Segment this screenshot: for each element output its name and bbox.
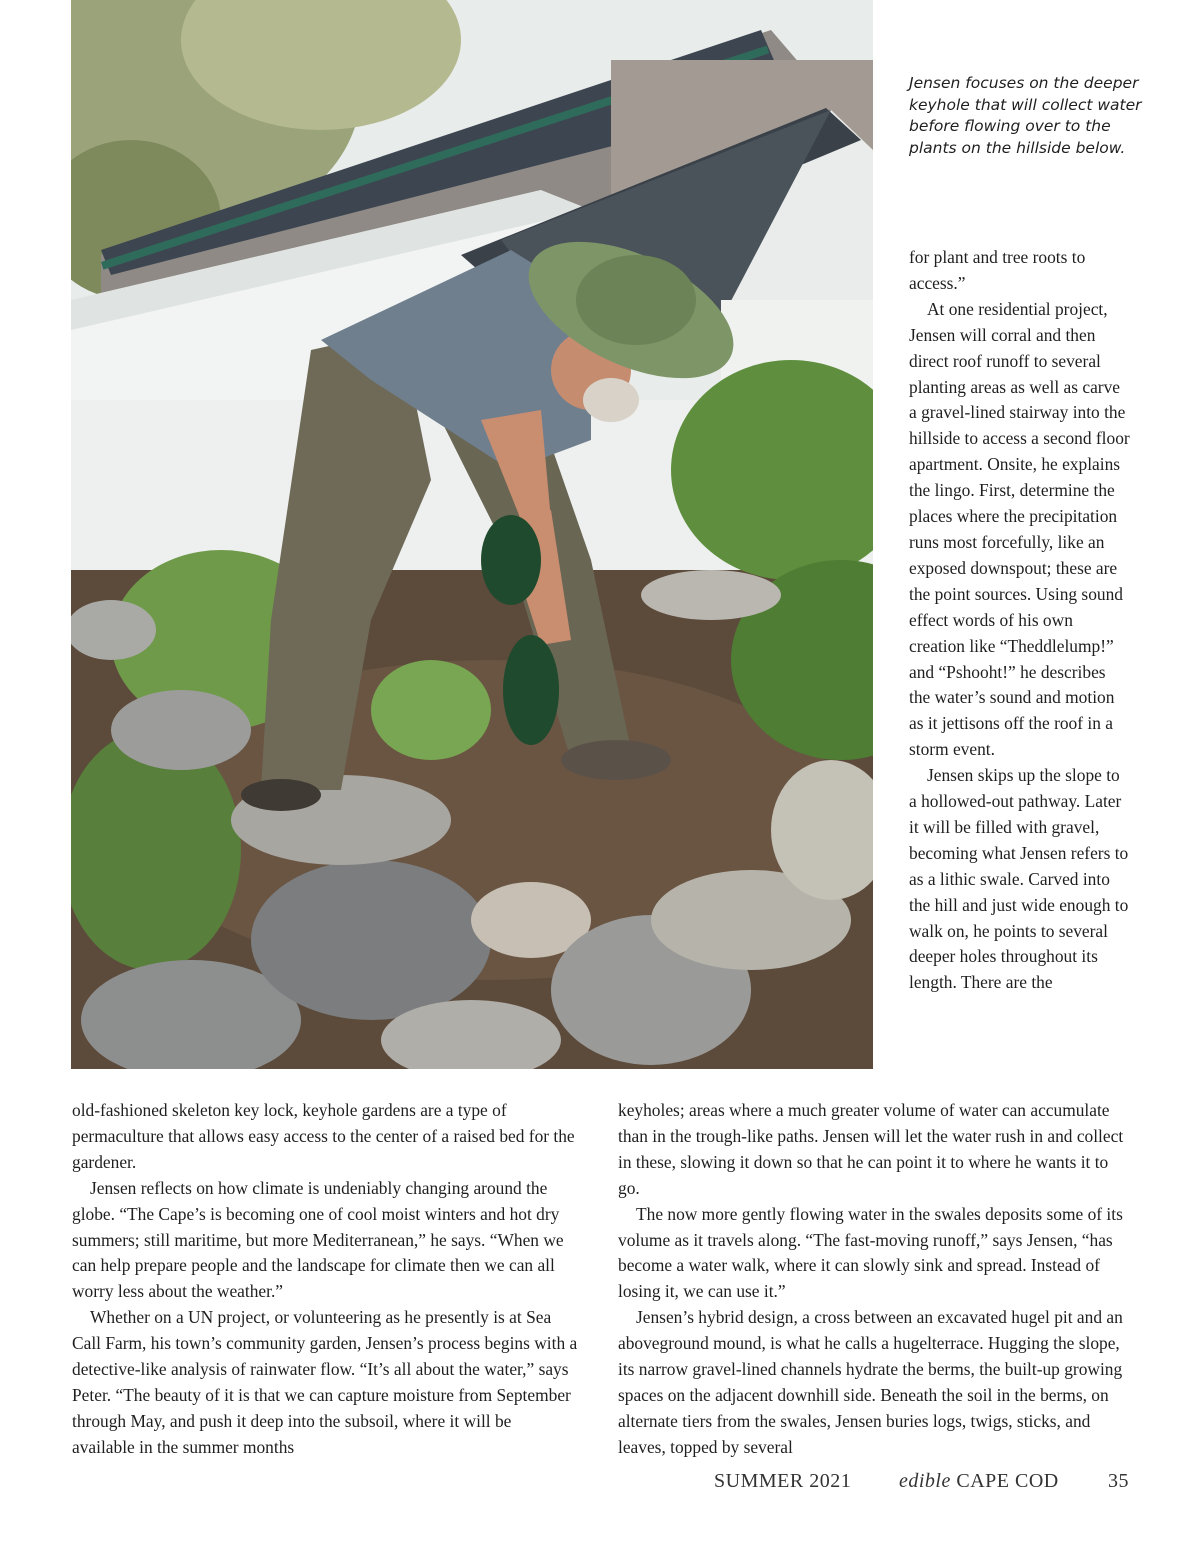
footer-magazine	[899, 1470, 1059, 1493]
left-paragraph-2: Jensen reflects on how climate is undeniably changing around the globe. “The Cape’s is becoming one of cool moist winters and hot dry summers; still maritime, but more Mediterranean,” he says. “When we can help prepare people and the landscape for climate then we can all worry less about the weather.”	[72, 1177, 564, 1302]
right-paragraph-3: Jensen’s hybrid design, a cross between an excavated hugel pit and an aboveground mound, is what he calls a hugelterrace. Hugging the slope, its narrow gravel-lined channels hydrate the berms, the built-up growing spaces on the adjacent downhill side. Beneath the soil in the berms, on alternate tiers from the swales, Jensen buries logs, twigs, sticks, and leaves, topped by several	[618, 1307, 1123, 1457]
left-paragraph-1: old-fashioned skeleton key lock, keyhole gardens are a type of permaculture that allows easy access to the center of a raised bed for the gardener.	[72, 1100, 575, 1172]
right-paragraph-2: The now more gently flowing water in the swales deposits some of its volume as it travels along. “The fast-moving runoff,” says Jensen, “has become a water walk, where it can slowly sink and spread. Instead of losing it, we can use it.”	[618, 1203, 1123, 1302]
footer-issue: SUMMER 2021	[714, 1470, 852, 1492]
side-column	[909, 245, 1131, 996]
left-column	[72, 1098, 578, 1461]
side-paragraph-1: for plant and tree roots to access.”	[909, 247, 1086, 293]
side-paragraph-3: Jensen skips up the slope to a hollowed-out pathway. Later it will be filled with gravel, becoming what Jensen refers to as a lithic swale. Carved into the hill and just wide enough to walk on, he points to several deeper holes throughout its length. There are the	[909, 765, 1129, 993]
page-footer	[600, 1470, 1130, 1500]
page-number: 35	[1108, 1470, 1129, 1492]
left-paragraph-3: Whether on a UN project, or volunteering as he presently is at Sea Call Farm, his town’s community garden, Jensen’s process begins with a detective-like analysis of rainwater flow. “It’s all about the water,” says Peter. “The beauty of it is that we can capture moisture from September through May, and push it deep into the subsoil, where it will be available in the summer months	[72, 1307, 578, 1457]
right-paragraph-1: keyholes; areas where a much greater volume of water can accumulate than in the trough-like paths. Jensen will let the water rush in and collect in these, slowing it down so that he can point it to where he wants it to go.	[618, 1100, 1124, 1198]
footer-magazine-rest: CAPE COD	[950, 1470, 1059, 1492]
garden-photo-illustration	[71, 0, 873, 1069]
right-column	[618, 1098, 1130, 1461]
garden-photo	[71, 0, 873, 1069]
side-paragraph-2: At one residential project, Jensen will corral and then direct roof runoff to several planting areas as well as carve a gravel-lined stairway into the hillside to access a second floor apartment. Onsite, he explains the lingo. First, determine the places where the precipitation runs most forcefully, like an exposed downspout; these are the point sources. Using sound effect words of his own creation like “Theddlelump!” and “Pshooht!” he describes the water’s sound and motion as it jettisons off the roof in a storm event.	[909, 298, 1130, 760]
footer-magazine-italic: edible	[899, 1470, 951, 1492]
caption-text: Jensen focuses on the deeper keyhole that will collect water before flowing over to the plants on the hillside below.	[909, 74, 1142, 157]
photo-caption	[909, 73, 1149, 159]
